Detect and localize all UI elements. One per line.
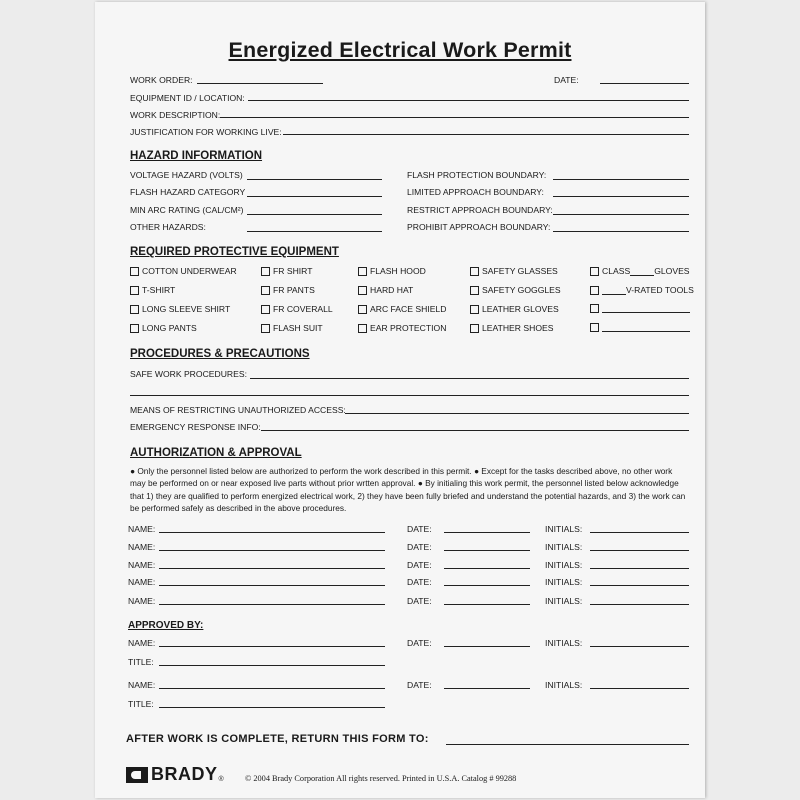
ppe-checkbox-item[interactable]	[261, 323, 323, 333]
boundary-label: PROHIBIT APPROACH BOUNDARY:	[407, 222, 551, 232]
ppe-item-label: SAFETY GOGGLES	[482, 285, 561, 295]
name-label: NAME:	[128, 524, 156, 534]
checkbox-icon[interactable]	[130, 305, 139, 314]
safe-work-label: SAFE WORK PROCEDURES:	[130, 369, 247, 379]
ppe-item-label: EAR PROTECTION	[370, 323, 447, 333]
hazard-label: FLASH HAZARD CATEGORY	[130, 187, 246, 197]
approver-date-label: DATE:	[407, 680, 432, 690]
checkbox-icon[interactable]	[261, 286, 270, 295]
ppe-checkbox-item[interactable]	[130, 285, 175, 295]
emergency-field[interactable]	[261, 430, 689, 431]
name-field[interactable]	[159, 604, 385, 605]
checkbox-icon[interactable]	[470, 324, 479, 333]
boundary-field[interactable]	[553, 196, 689, 197]
initials-label: INITIALS:	[545, 596, 583, 606]
authorization-text: ● Only the personnel listed below are authorized to perform the work described in this permit. ● Except for the tasks described above, no other work may be performed on or near exposed live parts without prior wrtten approval. ● By initialing this work permit, the personnel listed below acknowledge that 1) they are qualified to perform energized electrical work, 2) they have been fully briefed and understand the potential hazards, and 3) the work can be performed safely as described in the above procedures.	[130, 466, 686, 514]
ppe-checkbox-item[interactable]	[130, 304, 230, 314]
checkbox-icon[interactable]	[358, 305, 367, 314]
boundary-label: LIMITED APPROACH BOUNDARY:	[407, 187, 544, 197]
approver-name-field[interactable]	[159, 688, 385, 689]
ppe-heading: REQUIRED PROTECTIVE EQUIPMENT	[130, 246, 339, 258]
name-label: NAME:	[128, 577, 156, 587]
hazard-field[interactable]	[247, 196, 382, 197]
glove-class-field[interactable]	[630, 267, 654, 276]
boundary-label: RESTRICT APPROACH BOUNDARY:	[407, 205, 553, 215]
ppe-checkbox-item[interactable]	[130, 323, 197, 333]
initials-label: INITIALS:	[545, 524, 583, 534]
checkbox-icon[interactable]	[470, 286, 479, 295]
ppe-item-label: ARC FACE SHIELD	[370, 304, 447, 314]
form-title: Energized Electrical Work Permit	[228, 38, 572, 62]
copyright-text: © 2004 Brady Corporation All rights reserved. Printed in U.S.A. Catalog # 99288	[245, 774, 517, 783]
hazard-label: OTHER HAZARDS:	[130, 222, 206, 232]
approver-date-label: DATE:	[407, 638, 432, 648]
approver-initials-field[interactable]	[590, 688, 689, 689]
permit-form-sheet	[95, 2, 705, 798]
return-to-field[interactable]	[446, 744, 689, 745]
approved-by-heading: APPROVED BY:	[128, 620, 204, 631]
name-label: NAME:	[128, 596, 156, 606]
initials-field[interactable]	[590, 568, 689, 569]
vrated-label: V-RATED TOOLS	[626, 285, 694, 295]
approver-title-field[interactable]	[159, 665, 385, 666]
ppe-blank-field[interactable]	[602, 304, 690, 313]
date-label: DATE:	[407, 524, 432, 534]
approver-initials-label: INITIALS:	[545, 680, 583, 690]
ppe-checkbox-item[interactable]	[470, 304, 559, 314]
ppe-blank-item[interactable]	[590, 304, 690, 313]
approver-title-label: TITLE:	[128, 657, 154, 667]
restrict-access-label: MEANS OF RESTRICTING UNAUTHORIZED ACCESS:	[130, 405, 346, 415]
initials-field[interactable]	[590, 532, 689, 533]
approver-title-label: TITLE:	[128, 699, 154, 709]
authorization-heading: AUTHORIZATION & APPROVAL	[130, 447, 302, 459]
approver-title-field[interactable]	[159, 707, 385, 708]
date-field[interactable]	[444, 550, 530, 551]
boundary-field[interactable]	[553, 179, 689, 180]
date-field[interactable]	[444, 585, 530, 586]
ppe-item-label: LEATHER GLOVES	[482, 304, 559, 314]
approver-name-label: NAME:	[128, 638, 156, 648]
checkbox-icon[interactable]	[358, 286, 367, 295]
hazard-field[interactable]	[247, 179, 382, 180]
work-order-label: WORK ORDER:	[130, 75, 193, 85]
ppe-checkbox-item[interactable]	[261, 285, 315, 295]
checkbox-icon[interactable]	[590, 304, 599, 313]
brady-logo-icon	[126, 767, 148, 783]
ppe-class-gloves-item[interactable]	[590, 266, 690, 276]
ppe-vrated-item[interactable]	[590, 285, 694, 295]
ppe-checkbox-item[interactable]	[470, 266, 558, 276]
work-description-field[interactable]	[220, 117, 689, 118]
name-field[interactable]	[159, 550, 385, 551]
ppe-item-label: COTTON UNDERWEAR	[142, 266, 237, 276]
approver-date-field[interactable]	[444, 688, 530, 689]
date-field[interactable]	[600, 83, 689, 84]
ppe-item-label: LONG SLEEVE SHIRT	[142, 304, 231, 314]
brady-logo	[126, 764, 224, 785]
hazard-heading: HAZARD INFORMATION	[130, 150, 263, 162]
ppe-item-label: LEATHER SHOES	[482, 323, 554, 333]
ppe-checkbox-item[interactable]	[261, 304, 333, 314]
brady-wordmark: BRADY	[151, 764, 218, 784]
ppe-checkbox-item[interactable]	[358, 285, 413, 295]
checkbox-icon[interactable]	[590, 323, 599, 332]
justification-field[interactable]	[283, 134, 689, 135]
initials-field[interactable]	[590, 585, 689, 586]
checkbox-icon[interactable]	[470, 267, 479, 276]
ppe-item-label: FR PANTS	[273, 285, 315, 295]
work-order-field[interactable]	[197, 83, 323, 84]
initials-label: INITIALS:	[545, 577, 583, 587]
checkbox-icon[interactable]	[130, 267, 139, 276]
date-label: DATE:	[554, 75, 579, 85]
ppe-checkbox-item[interactable]	[358, 304, 446, 314]
initials-field[interactable]	[590, 550, 689, 551]
vrated-field[interactable]	[602, 286, 626, 295]
class-prefix-label: CLASS	[602, 266, 631, 276]
checkbox-icon[interactable]	[261, 267, 270, 276]
date-label: DATE:	[407, 577, 432, 587]
name-field[interactable]	[159, 585, 385, 586]
ppe-checkbox-item[interactable]	[358, 266, 426, 276]
date-field[interactable]	[444, 532, 530, 533]
safe-work-field[interactable]	[250, 378, 689, 379]
approver-date-field[interactable]	[444, 646, 530, 647]
hazard-label: MIN ARC RATING (CAL/CM²)	[130, 205, 244, 215]
name-label: NAME:	[128, 542, 156, 552]
ppe-blank-field[interactable]	[602, 323, 690, 332]
ppe-blank-item[interactable]	[590, 323, 690, 332]
boundary-label: FLASH PROTECTION BOUNDARY:	[407, 170, 547, 180]
registered-mark: ®	[218, 776, 224, 783]
authorization-paragraph	[130, 465, 690, 515]
safe-work-field-continued[interactable]	[130, 395, 689, 396]
date-field[interactable]	[444, 604, 530, 605]
checkbox-icon[interactable]	[261, 324, 270, 333]
ppe-checkbox-item[interactable]	[470, 285, 561, 295]
work-description-label: WORK DESCRIPTION:	[130, 110, 221, 120]
ppe-item-label: T-SHIRT	[142, 285, 176, 295]
ppe-item-label: SAFETY GLASSES	[482, 266, 558, 276]
justification-label: JUSTIFICATION FOR WORKING LIVE:	[130, 127, 282, 137]
ppe-checkbox-item[interactable]	[470, 323, 553, 333]
approver-name-label: NAME:	[128, 680, 156, 690]
hazard-field[interactable]	[247, 231, 382, 232]
date-field[interactable]	[444, 568, 530, 569]
checkbox-icon[interactable]	[470, 305, 479, 314]
emergency-label: EMERGENCY RESPONSE INFO:	[130, 422, 261, 432]
initials-field[interactable]	[590, 604, 689, 605]
approver-initials-field[interactable]	[590, 646, 689, 647]
boundary-field[interactable]	[553, 231, 689, 232]
ppe-checkbox-item[interactable]	[358, 323, 446, 333]
approver-initials-label: INITIALS:	[545, 638, 583, 648]
date-label: DATE:	[407, 560, 432, 570]
hazard-field[interactable]	[247, 214, 382, 215]
date-label: DATE:	[407, 596, 432, 606]
name-field[interactable]	[159, 532, 385, 533]
hazard-label: VOLTAGE HAZARD (VOLTS)	[130, 170, 243, 180]
checkbox-icon[interactable]	[358, 267, 367, 276]
equipment-field[interactable]	[248, 100, 689, 101]
procedures-heading: PROCEDURES & PRECAUTIONS	[130, 348, 310, 360]
checkbox-icon[interactable]	[261, 305, 270, 314]
checkbox-icon[interactable]	[358, 324, 367, 333]
ppe-item-label: FR COVERALL	[273, 304, 333, 314]
checkbox-icon[interactable]	[130, 324, 139, 333]
ppe-item-label: HARD HAT	[370, 285, 414, 295]
checkbox-icon[interactable]	[590, 286, 599, 295]
name-label: NAME:	[128, 560, 156, 570]
checkbox-icon[interactable]	[590, 267, 599, 276]
ppe-item-label: LONG PANTS	[142, 323, 197, 333]
ppe-item-label: FLASH SUIT	[273, 323, 323, 333]
equipment-label: EQUIPMENT ID / LOCATION:	[130, 93, 245, 103]
boundary-field[interactable]	[553, 214, 689, 215]
approver-name-field[interactable]	[159, 646, 385, 647]
initials-label: INITIALS:	[545, 542, 583, 552]
ppe-checkbox-item[interactable]	[261, 266, 312, 276]
ppe-item-label: FLASH HOOD	[370, 266, 426, 276]
checkbox-icon[interactable]	[130, 286, 139, 295]
ppe-item-label: FR SHIRT	[273, 266, 313, 276]
restrict-access-field[interactable]	[345, 413, 689, 414]
class-suffix-label: GLOVES	[654, 266, 690, 276]
date-label: DATE:	[407, 542, 432, 552]
name-field[interactable]	[159, 568, 385, 569]
initials-label: INITIALS:	[545, 560, 583, 570]
ppe-checkbox-item[interactable]	[130, 266, 237, 276]
return-instruction: AFTER WORK IS COMPLETE, RETURN THIS FORM TO:	[126, 733, 429, 745]
